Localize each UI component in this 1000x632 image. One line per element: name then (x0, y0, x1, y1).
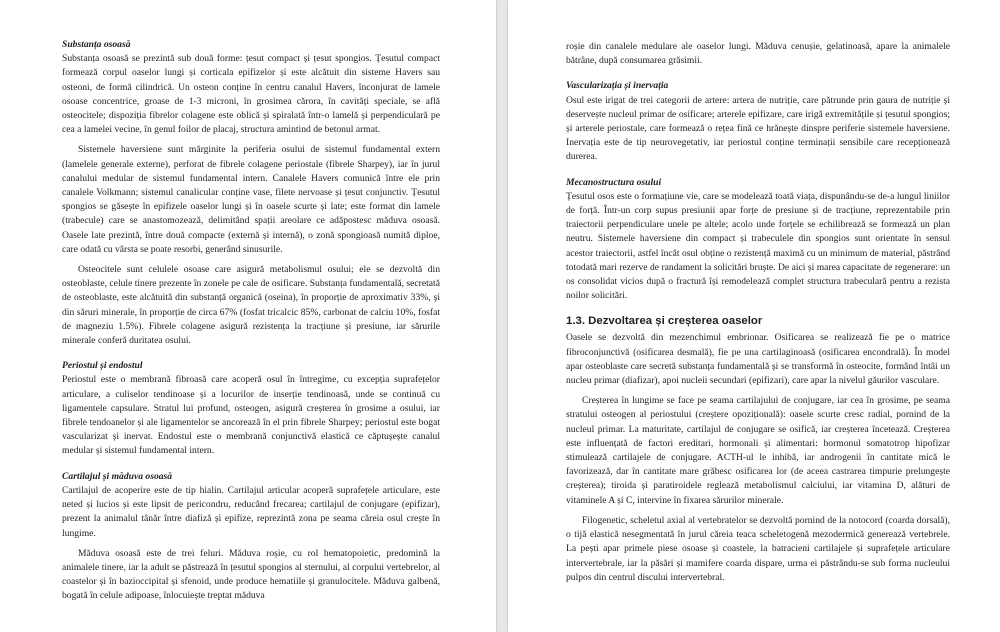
heading-substanta-osoasa: Substanța osoasă (62, 39, 131, 50)
heading-mecanostructura: Mecanostructura osului (566, 176, 662, 188)
paragraph: Țesutul osos este o formațiune vie, care se modelează toată viața, dispunându-se de-a lungul liniilor de forță. Într-un corp supus presiunii apar forțe de presiune și de tracțiune, reprezentabile prin traiectorii perpendiculare unele pe altele; acolo unde forțele se echilibrează se formează un plan neutru. Sistemele haversiene din compact și trabeculele din spongios sunt orientate în sensul acestor traiectorii, astfel încât osul obține o rezistență maximă cu un minimum de material, păstrând totodată mari rezerve de randament la solicitări bruște. De aici și marea capacitate de regenerare: un os consolidat vicios după o fractură își remodelează complet structura trabeculară pentru a rezista noilor solicitări. (566, 190, 950, 302)
paragraph: Oasele se dezvoltă din mezenchimul embrionar. Osificarea se realizează fie pe o matrice fibroconjunctivă (osificarea desmală), fie pe una cartilaginoasă (osificarea encondrală). În model apar osteoblaste care secretă substanța fundamentală și se transformă în osteocite, formând întâi un nucleu primar (diafizar), apoi nucleii secundari (epifizari), care apar la nivelul găurilor vasculare. (566, 332, 950, 387)
paragraph: Substanța osoasă se prezintă sub două forme: țesut compact și țesut spongios. Țesutul compact formează corpul oaselor lungi și corticala epifizelor și este alcătuit din sisteme Havers sau osteoni, de formă cilindrică. Un osteon conține în centru canalul Havers, înconjurat de lamele osoase concentrice, groase de 1-3 microni, în grosimea cărora, în cavități speciale, se află osteocitele; dispoziția fibrelor colagene este oblică și spiralată într-o lamelă și perpendiculară pe cea a lamelei vecine, în genul foilor de placaj, structura amintind de betonul armat. (62, 53, 440, 136)
page-right-text-column (566, 40, 950, 585)
paragraph: Filogenetic, scheletul axial al vertebratelor se dezvoltă pornind de la notocord (coarda dorsală), o tijă elastică nesegmentată în jurul căreia teaca scheletogenă mezodermică generează vertebrele. La pești apar primele piese osoase și coastele, la batracieni cartilajele și suprafețele articulare intervertebrale, iar la păsări și mamifere coarda dispare, urma ei păstrându-se sub forma nucleului pulpos din centrul discului intervertebral. (566, 514, 950, 583)
paragraph: roșie din canalele medulare ale oaselor lungi. Măduva cenușie, gelatinoasă, apare la animalele bătrâne, după consumarea grăsimii. (566, 41, 950, 67)
heading-periostul-endostul: Periostul și endostul (62, 360, 143, 372)
paragraph: Sistemele haversiene sunt mărginite la periferia osului de sistemul fundamental extern (lamelele generale externe), perforat de fibrele colagene periostale (fibrele Sharpey), iar în jurul canalului medular de sistemul fundamental intern. Canalele Havers comunică între ele prin canalele Volkmann; sistemul canalicular conține vase, filete nervoase și țesut conjunctiv. Țesutul spongios se găsește în epifizele oaselor lungi și în oasele scurte și late; este format din lamele (trabecule) care se anastomozează, delimitând spații areolare ce adăpostesc măduva osoasă. Oasele late prezintă, între două compacte (externă și internă), o zonă spongioasă numită diploe, care odată cu vârsta se poate resorbi, generând sinusurile. (62, 144, 440, 255)
paragraph: Periostul este o membrană fibroasă care acoperă osul în întregime, cu excepția suprafețelor articulare, a culiselor tendinoase și a locurilor de inserție tendinoasă, unde se continuă cu ligamentele capsulare. Stratul lui profund, osteogen, asigură creșterea în grosime a osului, iar fibrele tendoanelor și ale ligamentelor se ancorează în el prin fibrele Sharpey; periostul este bogat vascularizat și inervat. Endostul este o membrană conjunctivă elastică ce căptușește canalul medular și sistemul fundamental intern. (62, 374, 440, 457)
paragraph: Măduva osoasă este de trei feluri. Măduva roșie, cu rol hematopoietic, predomină la animalele tinere, iar la adult se păstrează în țesutul spongios al sternului, al corpului vertebrelor, al coastelor și în bazioccipital și sfenoid, unde produce hematiile și granulocitele. Măduva galbenă, bogată în celule adipoase, înlocuiește treptat măduva (62, 547, 440, 602)
document-page-right (508, 0, 1000, 632)
paragraph: Osul este irigat de trei categorii de artere: artera de nutriție, care pătrunde prin gaura de nutriție și deservește nucleul primar de osificare; arterele epifizare, care irigă extremitățile și țesutul spongios; și arterele periostale, care formează o rețea fină ce hrănește dinspre periferie sistemele haversiene. Inervația este de tip neurovegetativ, iar periostul conține terminații sensibile care recepționează durerea. (566, 94, 950, 163)
paragraph: Cartilajul de acoperire este de tip hialin. Cartilajul articular acoperă suprafețele articulare, este neted și lucios și este lipsit de pericondru, reducând frecarea; cartilajul de conjugare (epifizar), prezent la animalul tânăr între diafiză și epifize, reprezintă zona pe seama căreia osul crește în lungime. (62, 484, 440, 539)
document-page-left (0, 0, 496, 632)
heading-vascularizatia: Vascularizația și inervația (566, 80, 669, 92)
section-heading-dezvoltarea: 1.3. Dezvoltarea și creșterea oaselor (566, 315, 763, 328)
heading-cartilajul-maduva: Cartilajul și măduva osoasă (62, 470, 173, 482)
paragraph: Osteocitele sunt celulele osoase care asigură metabolismul osului; ele se dezvoltă din osteoblaste, celule tinere prezente în zonele pe cale de osificare. Substanța fundamentală, secretată de osteoblaste, este alcătuită din substanță organică (oseina), în proporție de aproximativ 33%, și din săruri minerale, în proporție de circa 67% (fosfat tricalcic 85%, carbonat de calciu 10%, fosfat de magneziu 1.5%). Fibrele colagene asigură rezistența la tracțiune și presiune, iar sărurile minerale conferă duritatea osului. (62, 264, 440, 347)
paragraph: Creșterea în lungime se face pe seama cartilajului de conjugare, iar cea în grosime, pe seama stratului osteogen al periostului (creștere opozițională): oasele scurte cresc radial, pornind de la nucleul primar. La maturitate, cartilajul de conjugare se osifică, iar creșterea încetează. Creșterea este influențată de factori ereditari, hormonali și alimentari: hormonul somatotrop hipofizar stimulează cartilajele de conjugare. ACTH-ul le inhibă, iar androgenii în cantitate mică le favorizează, dar în cantitate mare grăbesc osificarea lor (de aceea castrarea timpurie prelungește creșterea); tiroida și paratiroidele reglează metabolismul calciului, iar vitamina D, alături de vitaminele A și C, intervine în fixarea sărurilor minerale. (566, 395, 950, 506)
page-left-text-column (62, 38, 440, 604)
